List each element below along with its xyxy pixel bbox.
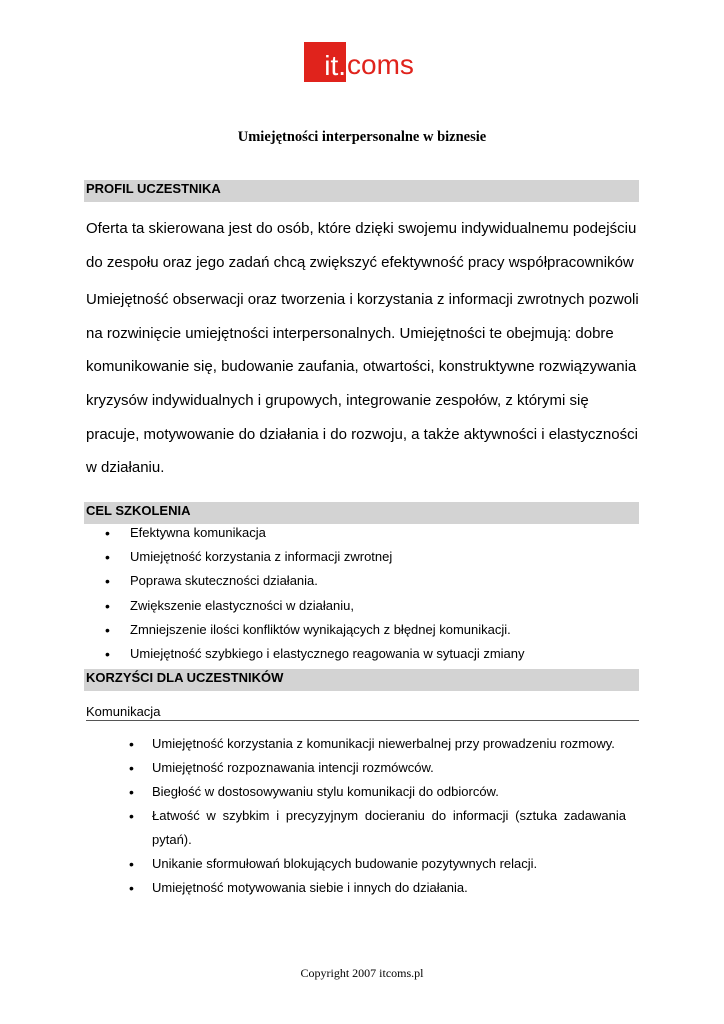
- logo-part-it: it: [324, 50, 339, 81]
- list-item: • Umiejętność szybkiego i elastycznego reagowania w sytuacji zmiany: [86, 644, 646, 668]
- list-item: • Umiejętność korzystania z komunikacji niewerbalnej przy prowadzeniu rozmowy.: [86, 732, 626, 756]
- profile-text: [86, 212, 646, 485]
- list-item: • Łatwość w szybkim i precyzyjnym docieraniu do informacji (sztuka zadawania pytań).: [86, 804, 626, 852]
- list-item: • Efektywna komunikacja: [86, 523, 646, 547]
- list-item: • Umiejętność korzystania z informacji zwrotnej: [86, 547, 646, 571]
- page-footer: Copyright 2007 itcoms.pl: [300, 966, 424, 980]
- profile-paragraph-2: Umiejętność obserwacji oraz tworzenia i korzystania z informacji zwrotnych pozwoli na rozwinięcie umiejętności interpersonalnych. Umiejętności te obejmują: dobre komunikowanie się, budowanie zaufania, otwartości, konstruktywne rozwiązywania kryzysów indywidualnych i grupowych, integrowanie zespołów, z którymi się pracuje, motywowanie do działania i do rozwoju, a także aktywności i elastyczności w działaniu.: [86, 291, 639, 477]
- list-item: • Unikanie sformułowań blokujących budowanie pozytywnych relacji.: [86, 852, 626, 876]
- logo-dot: .: [338, 50, 346, 81]
- section-heading-profile: PROFIL UCZESTNIKA: [84, 180, 639, 202]
- section-heading-goal: CEL SZKOLENIA: [84, 502, 639, 524]
- logo-part-coms: coms: [347, 49, 414, 80]
- list-item: • Umiejętność motywowania siebie i innych do działania.: [86, 876, 626, 900]
- section-heading-benefits: KORZYŚCI DLA UCZESTNIKÓW: [84, 669, 639, 691]
- profile-paragraph-1: Oferta ta skierowana jest do osób, które dzięki swojemu indywidualnemu podejściu do zespołu oraz jego zadań chcą zwiększyć efektywność pracy współpracowników: [86, 220, 637, 271]
- list-item: • Biegłość w dostosowywaniu stylu komunikacji do odbiorców.: [86, 780, 626, 804]
- list-item: • Poprawa skuteczności działania.: [86, 571, 646, 595]
- document-title: Umiejętności interpersonalne w biznesie: [237, 129, 487, 145]
- itcoms-logo: [304, 42, 414, 82]
- list-item: • Zmniejszenie ilości konfliktów wynikających z błędnej komunikacji.: [86, 620, 646, 644]
- list-item: • Zwiększenie elastyczności w działaniu,: [86, 596, 646, 620]
- logo-box: [304, 42, 346, 82]
- benefits-subheading: Komunikacja: [86, 704, 639, 721]
- benefits-list: [86, 732, 626, 900]
- list-item: • Umiejętność rozpoznawania intencji rozmówców.: [86, 756, 626, 780]
- goal-list: [86, 523, 646, 668]
